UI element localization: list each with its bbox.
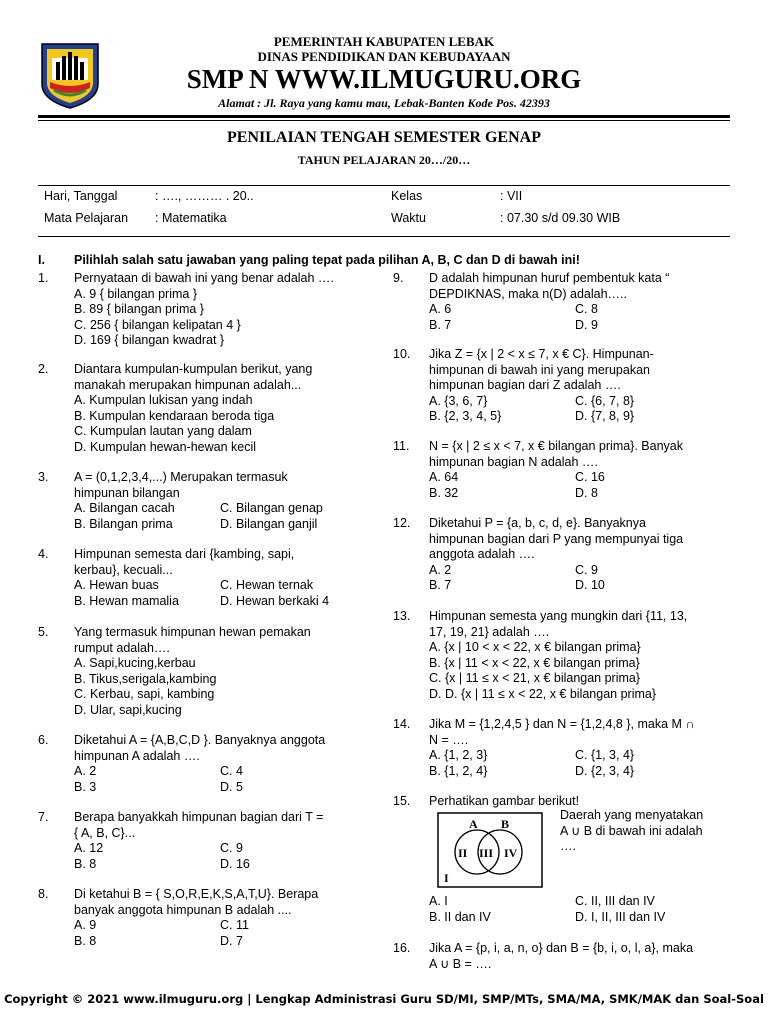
option-c: C. {1, 3, 4} <box>575 748 635 762</box>
region-2-label: II <box>458 846 468 860</box>
option-c: C. 9 <box>220 841 243 855</box>
option-c: C. 4 <box>220 764 243 778</box>
question-text: DEPDIKNAS, maka n(D) adalah….. <box>429 286 627 301</box>
department-name: DINAS PENDIDIKAN DAN KEBUDAYAAN <box>257 49 511 64</box>
option-d: D. 16 <box>220 856 250 871</box>
question-text: himpunan di bawah ini yang merupakan <box>429 362 650 377</box>
option-d: D. 5 <box>220 779 243 794</box>
question-text: manakah merupakan himpunan adalah... <box>74 377 302 392</box>
option-d: D. Bilangan ganjil <box>220 516 318 531</box>
question-text: Jika M = {1,2,4,5 } dan N = {1,2,4,8 }, maka M ∩ <box>429 717 695 731</box>
question-text: himpunan bagian dari P yang mempunyai tiga <box>429 531 684 546</box>
question-text: N = {x | 2 ≤ x < 7, x € bilangan prima}. Banyak <box>429 439 683 453</box>
option-d: D. D. {x | 11 ≤ x < 22, x € bilangan prima} <box>429 686 657 701</box>
exam-year: TAHUN PELAJARAN 20…/20… <box>297 153 471 167</box>
option-b: B. 7 <box>429 578 452 592</box>
option-a: A. Sapi,kucing,kerbau <box>74 656 196 670</box>
option-d: D. {2, 3, 4} <box>575 763 635 778</box>
question-text: Pernyataan di bawah ini yang benar adalah …. <box>74 271 334 285</box>
option-b: B. {x | 11 < x < 22, x € bilangan prima} <box>429 655 640 670</box>
option-b: B. 3 <box>74 779 97 794</box>
question-text: himpunan A adalah …. <box>74 748 200 763</box>
instruction-number: I. <box>38 253 45 267</box>
class-value: : VII <box>500 189 523 203</box>
copyright-footer: Copyright © 2021 www.ilmuguru.org | Lengkap Administrasi Guru SD/MI, SMP/MTs, SMA/MA, SMK/MAK dan Soal-Soal <box>4 992 764 1006</box>
side-text-line: A ∪ B di bawah ini adalah <box>560 823 703 838</box>
question-text: anggota adalah …. <box>429 547 535 561</box>
question-number: 5. <box>38 625 49 639</box>
option-c: C. {x | 11 ≤ x < 21, x € bilangan prima} <box>429 671 641 685</box>
question-number: 10. <box>393 347 411 361</box>
question-number: 6. <box>38 733 49 747</box>
instruction-text: Pilihlah salah satu jawaban yang paling tepat pada pilihan A, B, C dan D di bawah ini! <box>74 253 580 267</box>
option-a: A. Kumpulan lukisan yang indah <box>74 393 253 407</box>
question-text: Berapa banyakkah himpunan bagian dari T = <box>74 810 324 824</box>
subject-value: : Matematika <box>155 211 227 225</box>
option-a: A. 2 <box>429 562 452 577</box>
option-d: D. {7, 8, 9} <box>575 409 635 423</box>
question-text: himpunan bilangan <box>74 485 180 500</box>
question-text: Himpunan semesta dari {kambing, sapi, <box>74 547 295 561</box>
subject-label: Mata Pelajaran <box>44 211 129 225</box>
letterhead-divider-thin <box>38 120 730 121</box>
info-top-rule <box>38 185 730 186</box>
option-b: B. Kumpulan kendaraan beroda tiga <box>74 408 275 423</box>
option-a: A. Bilangan cacah <box>74 501 175 515</box>
question-text: Perhatikan gambar berikut! <box>429 794 580 808</box>
option-d: D. 8 <box>575 485 598 500</box>
question-number: 2. <box>38 362 49 376</box>
question-text: A = (0,1,2,3,4,...) Merupakan termasuk <box>74 470 288 484</box>
region-3-label: III <box>479 846 494 860</box>
option-b: B. 7 <box>429 317 452 332</box>
option-c: C. 16 <box>575 470 605 484</box>
option-b: B. {1, 2, 4} <box>429 763 488 778</box>
set-a-label: A <box>469 817 478 831</box>
set-b-label: B <box>501 817 510 831</box>
question-text: N = …. <box>429 732 469 747</box>
option-c: C. 8 <box>575 302 598 316</box>
option-a: A. {1, 2, 3} <box>429 748 488 762</box>
option-a: A. 9 { bilangan prima } <box>74 286 197 301</box>
question-text: 17, 19, 21} adalah …. <box>429 624 550 639</box>
info-bottom-rule <box>38 236 730 237</box>
question-text: D adalah himpunan huruf pembentuk kata “ <box>429 271 670 285</box>
time-value: : 07.30 s/d 09.30 WIB <box>500 211 621 225</box>
option-a: A. 64 <box>429 470 459 484</box>
day-label: Hari, Tanggal <box>44 189 118 203</box>
question-text: Jika Z = {x | 2 < x ≤ 7, x € C}. Himpunan- <box>429 347 654 361</box>
option-d: D. 10 <box>575 578 605 592</box>
question-text: Jika A = {p, i, a, n, o} dan B = {b, i, o, l, a}, maka <box>429 941 694 955</box>
option-c: C. Kumpulan lautan yang dalam <box>74 424 252 438</box>
option-b: B. 89 { bilangan prima } <box>74 302 204 316</box>
question-text: A ∪ B = …. <box>429 956 492 971</box>
option-c: C. Hewan ternak <box>220 578 314 592</box>
question-text: Di ketahui B = { S,O,R,E,K,S,A,T,U}. Berapa <box>74 887 319 901</box>
option-c: C. 9 <box>575 562 598 577</box>
option-b: B. II dan IV <box>429 909 491 924</box>
day-value: : …., ……… . 20.. <box>155 189 254 203</box>
option-d: D. Kumpulan hewan-hewan kecil <box>74 439 257 454</box>
venn-diagram <box>437 812 543 888</box>
question-text: himpunan bagian dari Z adalah …. <box>429 378 621 392</box>
question-number: 13. <box>393 609 411 623</box>
option-b: B. Hewan mamalia <box>74 593 179 608</box>
question-text: kerbau}, kecuali... <box>74 562 173 577</box>
option-c: C. {6, 7, 8} <box>575 393 635 408</box>
option-a: A. I <box>429 894 448 908</box>
region-4-label: IV <box>504 846 518 860</box>
question-number: 12. <box>393 516 411 530</box>
question-text: banyak anggota himpunan B adalah .... <box>74 902 292 917</box>
letterhead <box>0 0 768 130</box>
question-text: Diketahui A = {A,B,C,D }. Banyaknya anggota <box>74 733 326 747</box>
question-15-side-text <box>560 808 740 855</box>
question-text: Himpunan semesta yang mungkin dari {11, 13, <box>429 609 688 623</box>
option-c: C. Kerbau, sapi, kambing <box>74 687 215 701</box>
question-text: Diantara kumpulan-kumpulan berikut, yang <box>74 362 313 376</box>
side-text-line: Daerah yang menyatakan <box>560 808 704 822</box>
option-c: C. 11 <box>220 918 249 932</box>
option-a: A. 6 <box>429 302 452 316</box>
option-b: B. Bilangan prima <box>74 516 173 531</box>
option-d: D. Ular, sapi,kucing <box>74 702 182 717</box>
option-c: C. II, III dan IV <box>575 894 655 908</box>
option-a: A. Hewan buas <box>74 578 159 592</box>
option-a: A. 12 <box>74 841 104 855</box>
option-b: B. 8 <box>74 856 97 871</box>
letterhead-divider-thick <box>38 115 730 118</box>
option-a: A. {x | 10 < x < 22, x € bilangan prima} <box>429 640 641 654</box>
exam-title: PENILAIAN TENGAH SEMESTER GENAP <box>227 129 541 146</box>
option-c: C. 256 { bilangan kelipatan 4 } <box>74 317 241 332</box>
question-number: 1. <box>38 271 49 285</box>
government-name: PEMERINTAH KABUPATEN LEBAK <box>273 34 495 49</box>
question-text: { A, B, C}... <box>74 825 136 840</box>
option-a: A. 9 <box>74 918 97 932</box>
question-number: 11. <box>393 439 410 453</box>
option-b: B. 8 <box>74 933 97 948</box>
option-d: D. 9 <box>575 317 598 332</box>
option-b: B. 32 <box>429 485 459 500</box>
question-number: 15. <box>393 794 411 808</box>
option-a: A. {3, 6, 7} <box>429 393 488 408</box>
question-number: 14. <box>393 717 411 731</box>
option-a: A. 2 <box>74 764 97 778</box>
class-label: Kelas <box>391 189 423 203</box>
question-text: Yang termasuk himpunan hewan pemakan <box>74 625 311 639</box>
question-text: himpunan bagian N adalah …. <box>429 454 598 469</box>
question-number: 8. <box>38 887 49 901</box>
school-address: Alamat : Jl. Raya yang kamu mau, Lebak-Banten Kode Pos. 42393 <box>218 96 550 110</box>
option-d: D. Hewan berkaki 4 <box>220 593 330 608</box>
option-d: D. I, II, III dan IV <box>575 909 666 924</box>
question-text: Diketahui P = {a, b, c, d, e}. Banyaknya <box>429 516 646 530</box>
option-d: D. 7 <box>220 933 243 948</box>
question-number: 3. <box>38 470 49 484</box>
question-number: 16. <box>393 941 411 955</box>
side-text-line: …. <box>560 839 576 853</box>
option-d: D. 169 { bilangan kwadrat } <box>74 333 225 347</box>
region-1-label: I <box>444 871 449 885</box>
question-number: 4. <box>38 547 49 561</box>
option-b: B. Tikus,serigala,kambing <box>74 671 217 686</box>
option-b: B. {2, 3, 4, 5} <box>429 409 502 423</box>
time-label: Waktu <box>391 211 426 225</box>
question-text: rumput adalah…. <box>74 640 170 655</box>
option-c: C. Bilangan genap <box>220 501 323 515</box>
question-number: 7. <box>38 810 49 824</box>
school-name: SMP N WWW.ILMUGURU.ORG <box>186 64 582 94</box>
question-number: 9. <box>393 271 404 285</box>
